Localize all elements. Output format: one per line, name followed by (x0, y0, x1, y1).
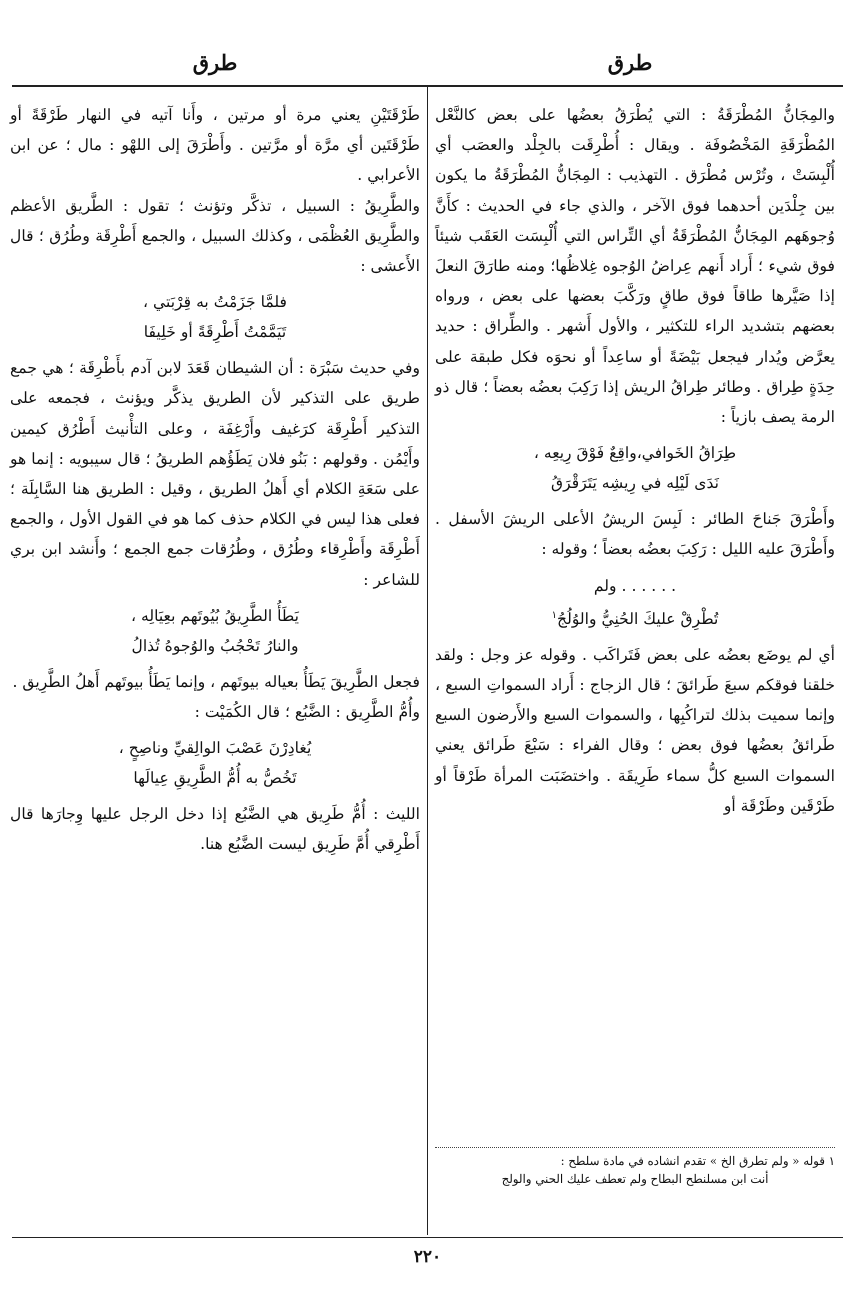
verse-line: نَدَى لَيْلِه في رِيشِه يَتَرَقْرَقُ (551, 474, 719, 493)
page-number: ٢٢٠ (413, 1247, 442, 1267)
column-divider (427, 85, 428, 1235)
footnote-line-1: ١ قوله « ولم تطرق الخ » تقدم انشاده في مادة سلطح : (560, 1154, 835, 1168)
left-paragraph-6: الليث : أُمُّ طَرِيق هي الضَّبُع إذا دخل الرجل عليها وِجارَها قال أَطْرِقي أُمَّ طَرِيق ليست الضَّبُع هنا. (10, 805, 420, 854)
left-paragraph-3: وفي حديث سَبْرَة : أن الشيطان قَعَدَ لابن آدم بأَطْرِقَة ؛ هي جمع طريق على التذكير لأن الطريق يذكَّر ويؤنث ، فجمعه على التذكير أَطْرِقَة كرَغيف وأَرْغِفَة ، وعلى التأْنيث أَطْرُق كيمين وأَيْمُن . وقولهم : بَنُو فلان يَطَؤُهم الطريقُ ؛ قال سيبويه : إنما هو على سَعَةِ الكلام أي أَهلُ الطريق ، وقيل : الطريق هنا السَّابِلَة ؛ فعلى هذا ليس في الكلام حذف كما هو في القول الأول ، والجمع أَطْرِقَة وأَطْرِقاء وطُرُق ، وطُرُقات جمع الجمع ؛ وأَنشد ابن بري للشاعر : (10, 359, 420, 589)
right-paragraph-2: وأَطْرَقَ جَناحَ الطائر : لَبِسَ الريشُ الأعلى الريشَ الأسفل . وأَطْرَقَ عليه الليل : رَكِبَ بعضُه بعضاً ؛ وقوله : (435, 510, 835, 559)
header-right: طرق (607, 50, 653, 75)
verse-line: فلمَّا جَزَمْتُ به قِرْبَتي ، (143, 293, 287, 312)
right-verse-1 (435, 438, 835, 498)
bottom-rule (12, 1237, 843, 1238)
right-paragraph-3: أي لم يوضَع بعضُه على بعض فَتَراكَب . وقوله عز وجل : ولقد خلقنا فوقكم سبعَ طَرائقَ ؛ قال الزجاج : أَراد السمواتِ السبع ، وإنما سميت بذلك لتراكُبِها ، والسموات السبع والأَرضون السبع طَرائقُ بعضُها فوق بعض ؛ وقال الفراء : سَبْعَ طَرائق يعني السموات السبع كلُّ سماء طَرِيقَة . واختضَبَت المرأة طَرْقاً أو طَرْقَين وطَرْقَة أو (435, 645, 835, 815)
verse-line (435, 601, 835, 634)
verse-text: تُطْرِقْ عليكَ الحُنِيُّ والوُلُجُ (557, 609, 719, 628)
left-paragraph-2: والطَّرِيقُ : السبيل ، تذكَّر وتؤنث ؛ تقول : الطَّريق الأعظم والطَّرِيق العُظْمَى ، وكذلك السبيل ، والجمع أَطْرِقَة وطُرُق ؛ قال الأَعشى : (10, 196, 420, 276)
verse-line: يُغادِرْنَ عَصْبَ الوالِقيِّ وناصِحٍ ، (118, 739, 312, 758)
verse-line: والنارُ تَحْجُبُ والوُجوهُ تُذالُ (131, 636, 299, 655)
left-verse-2 (10, 601, 420, 661)
left-column (10, 100, 420, 860)
footnote (435, 1147, 835, 1188)
left-paragraph-1: طَرْقَتَيْنِ يعني مرة أو مرتين ، وأَنا آتيه في النهار طَرْقَةً أو طَرْقَتَين أي مرَّة أو مرَّتين . وأَطْرَقَ إلى اللهْو : مال ؛ عن ابن الأعرابي . (10, 106, 420, 185)
right-column (435, 100, 835, 821)
left-verse-1 (10, 287, 420, 347)
verse-line: . . . . . . ولم (593, 576, 677, 595)
header-left: طرق (192, 50, 238, 75)
verse-line: طِرَاقُ الخَوافي،واقِعٌ فَوْقَ رِيعِه ، (533, 444, 737, 463)
verse-line: يَطَأُ الطَّرِيقُ بُيُوتَهم بعِيَالِه ، (130, 606, 299, 625)
left-paragraph-5: وأُمُّ الطَّرِيق : الضَّبُع ؛ قال الكُمَيْت : (194, 703, 420, 722)
left-verse-3 (10, 733, 420, 793)
right-verse-2 (435, 571, 835, 634)
right-paragraph-1: والمِجَانُّ المُطْرَقَةُ : التي يُطْرَقُ بعضُها على بعض كالنَّعْل المُطْرَقَةِ المَخْصُوفَة . ويقال : أُطْرِقَت بالجِلْد والعصَب أي أُلْبِسَتْ ، وتُرْس مُطْرَق . التهذيب : المِجَانُّ المُطْرَقَةُ ما يكون بين جِلْدَين أحدهما فوق الآخر ، والذي جاء في الحديث : كأَنَّ وُجوهَهم المِجَانُّ المُطْرَقَةُ أي التِّراس التي أُلْبِسَت العَقَب شيئاً فوق شيء ؛ أَراد أَنهم عِراضُ الوُجوه غِلاظُها؛ ومنه طارَقَ النعلَ إذا صَيَّرها طاقاً فوق طاقٍ ورَكَّبَ بعضها على بعض ، ورواه بعضهم بتشديد الراء للتكثير ، والأول أَشهر . والطِّراق : حديد يعرَّض ويُدار فيجعل بَيْضَةً أو ساعِداً أو نحوَه فكل طبقة على حِدَةٍ طِراق . وطائر طِراقُ الريش إذا رَكِبَ بعضُه بعضاً ؛ قال ذو الرمة يصف بازياً : (435, 106, 835, 427)
verse-line: تَخُصُّ به أُمُّ الطَّرِيقِ عِيالَها (133, 769, 297, 788)
verse-line: تَيَمَّمْتُ أَطْرِقَةً أو خَلِيفَا (143, 323, 287, 342)
footnote-mark: ١ (551, 609, 557, 621)
left-paragraph-4: فجعل الطَّرِيقَ يَطَأُ بعياله بيوتَهم ، وإنما يَطَأُ بيوتَهم أَهلُ الطَّرِيق . (12, 672, 420, 691)
footnote-line-2: أنت ابن مسلنطح البطاح ولم تعطف عليك الحني والولج (501, 1172, 769, 1186)
